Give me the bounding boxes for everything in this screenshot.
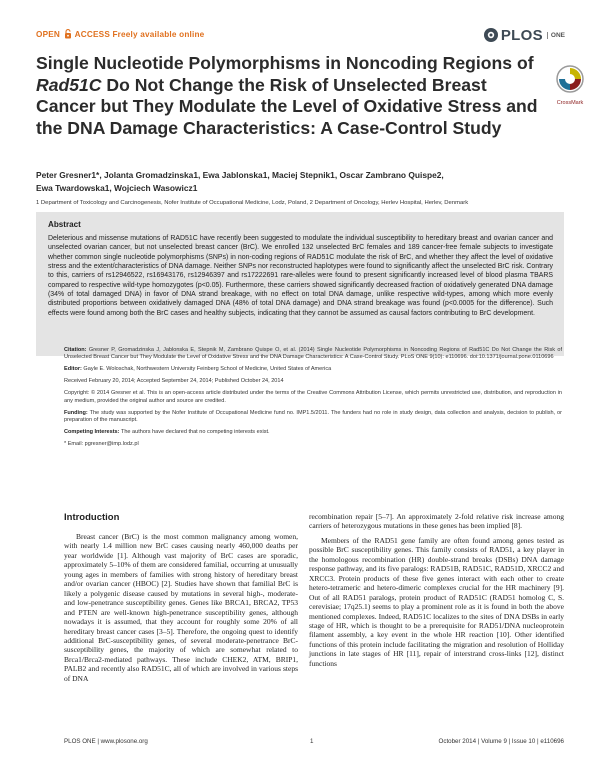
affiliations: 1 Department of Toxicology and Carcinogenesis, Nofer Institute of Occupational Medicine, Lodz, Poland, 2 Department of Oncology, Herlev Hospital, Herlev, Denmark [36, 200, 469, 206]
citation-label: Citation: [64, 347, 87, 353]
title-text-start: Single Nucleotide Polymorphisms in Noncoding Regions of [36, 53, 534, 73]
funding-label: Funding: [64, 409, 88, 416]
funding-text: The study was supported by the Nofer Institute of Occupational Medicine fund no. IMP1.5/2011. The funders had no role in study design, data collection and analysis, decision to publish, or preparation of the manuscript. [64, 409, 562, 424]
plos-logo [483, 26, 565, 44]
title-gene-name: Rad51C [36, 74, 102, 95]
plos-one-label: ONE [547, 32, 565, 39]
crossmark-icon [555, 64, 585, 94]
copyright-notice: Copyright: © 2014 Gresner et al. This is an open-access article distributed under the terms of the Creative Commons Attribution License, which permits unrestricted use, distribution, and reproduction in any medium, provided the original author and source are credited. [64, 390, 562, 404]
abstract-text: Deleterious and missense mutations of RAD51C have recently been suggested to modulate the individual susceptibility to hereditary breast and ovarian cancer and unselected ovarian cancer, but not unselected breast cancer (BrC). We enrolled 132 unselected BrC females and 189 cancer-free female subjects to investigate whether common single nucleotide polymorphisms (SNPs) in non-coding regions of RAD51C modulate the risk of BrC, and whether they affect the level of oxidative stress and the extent/characteristics of DNA damage. Neither SNPs nor reconstructed haplotypes were found to significantly affect the unselected BrC risk. Contrary to this, carriers of rs12946522, rs16943176, rs12946397 and rs17222691 rare-alleles were found to present significantly increased level of blood plasma TBARS compared to respective wild-type homozygotes (p<0.05). Furthermore, these carriers showed significantly decreased fraction of oxidatively generated DNA damage (34% of total damaged DNA) in favor of DNA strand breakage, with no effect on total DNA damage, unlike respective wild-types, among which more evenly distributed proportions between oxidatively damaged DNA (48% of total DNA damage) and DNA strand breakage was found (p<0.0005 for the difference). Such effects were found among both the BrC cases and healthy subjects, indicating that they cannot be assumed as causal factors contributing to BrC development. [48, 235, 553, 317]
open-access-badge [36, 29, 204, 39]
crossmark-badge[interactable] [551, 64, 589, 106]
author-list [36, 169, 561, 194]
abstract-heading: Abstract [48, 220, 81, 229]
author-line-1: Peter Gresner1*, Jolanta Gromadzinska1, Ewa Jablonska1, Maciej Stepnik1, Oscar Zambrano Quispe2, [36, 170, 444, 180]
article-title [36, 53, 546, 139]
intro-paragraph-1: Breast cancer (BrC) is the most common malignancy among women, with nearly 1.4 million new BrC cases causing nearly 460,000 deaths per year worldwide [1]. Although vast majority of BrC cases are sporadic, approximately 5–10% of them are considered familial, occurring at unusually young ages in members of families with strong history of hereditary breast and/or ovarian cancer (HBOC) [2]. Studies have shown that familial BrC is likely a polygenic disease caused by mutations in several high-, moderate- and low-penetrance susceptibility genes. Genes like BRCA1, BRCA2, TP53 and PTEN are well-known high-penetrance susceptibility genes, although nowadays it is assumed, that they account for roughly some 20% of all hereditary breast cancer cases [3–5]. Therefore, the ongoing quest to identify additional BrC-susceptibility genes, of several moderate-penetrance BrC-susceptibility genes, the majority of which are somewhat related to Brca1/Brca2-mediated pathways. These include CHEK2, ATM, BRIP1, PALB2 and recently also RAD51C, all of which are involved in various steps of DNA [64, 532, 298, 683]
page-number: 1 [310, 738, 314, 745]
citation-text: Gresner P, Gromadzinska J, Jablonska E, Stepnik M, Zambrano Quispe O, et al. (2014) Single Nucleotide Polymorphisms in Noncoding Regions of Rad51C Do Not Change the Risk of Unselected Breast Cancer but They Modulate the Level of Oxidative Stress and the DNA Damage Characteristics: A Case-Control Study. PLoS ONE 9(10): e110696. doi:10.1371/journal.pone.0110696 [64, 347, 562, 361]
plos-wordmark: PLOS [500, 26, 543, 44]
title-text-end: Do Not Change the Risk of Unselected Breast Cancer but They Modulate the Level of Oxidative Stress and the DNA Damage Characteristics: A Case-Control Study [36, 74, 538, 138]
right-column [309, 512, 564, 668]
editor-label: Editor: [64, 366, 82, 373]
intro-paragraph-continued: recombination repair [5–7]. An approximately 2-fold relative risk increase among carriers of heterozygous mutations in these genes has been implied [8]. [309, 512, 564, 531]
competing-interests-text: The authors have declared that no competing interests exist. [120, 429, 270, 436]
competing-interests [64, 429, 562, 436]
footer-issue: October 2014 | Volume 9 | Issue 10 | e110696 [438, 738, 564, 745]
journal-header [36, 26, 565, 44]
open-access-label: OPEN [36, 30, 61, 39]
abstract-box [36, 212, 564, 356]
introduction-heading: Introduction [64, 512, 120, 523]
plos-logo-icon [483, 27, 499, 43]
intro-paragraph-2: Members of the RAD51 gene family are often found among genes tested as possible BrC susceptibility genes. This family consists of RAD51, a key player in the homologous recombination (HR) double-strand breaks (DSBs) DNA damage response pathway, and its five paralogs: RAD51B, RAD51C, RAD51D, XRCC2 and XRCC3. Protein products of these five genes interact with each other to create hetero-tetrameric and hetero-dimeric complexes crucial for the HR machinery [9]. Out of all RAD51 paralogs, protein product of RAD51C (RAD51 homolog C, S. cerevisiae; 17q25.1) seems to play a prominent role as it is found in both the above mentioned complexes. Indeed, RAD51C localizes to the sites of DNA DSBs in early stage of HR, which is thought to be a prerequisite for RAD51/DNA nucleoprotein filament assembly, a key event in the whole HR reaction [10]. Other identified functions of this protein include facilitating the migration and resolution of Holliday junctions in late stages of HR [11], repair of interstrand cross-links [12], distinct functions [309, 535, 564, 668]
crossmark-label: CrossMark [556, 100, 584, 106]
open-access-text: ACCESS Freely available online [74, 30, 205, 39]
article-metadata [64, 347, 562, 453]
open-access-lock-icon [64, 29, 72, 39]
publication-dates: Received February 20, 2014; Accepted September 24, 2014; Published October 24, 2014 [64, 378, 284, 385]
author-line-2: Ewa Twardowska1, Wojciech Wasowicz1 [36, 182, 198, 193]
corresponding-email[interactable]: * Email: pgresner@imp.lodz.pl [64, 441, 139, 448]
editor [64, 366, 562, 373]
competing-interests-label: Competing Interests: [64, 429, 120, 436]
page-footer [64, 738, 564, 748]
left-column [64, 512, 298, 683]
citation [64, 347, 562, 362]
footer-journal: PLOS ONE | www.plosone.org [64, 738, 148, 745]
editor-text: Gayle E. Woloschak, Northwestern University Feinberg School of Medicine, United States of America [83, 366, 332, 373]
funding [64, 410, 562, 425]
